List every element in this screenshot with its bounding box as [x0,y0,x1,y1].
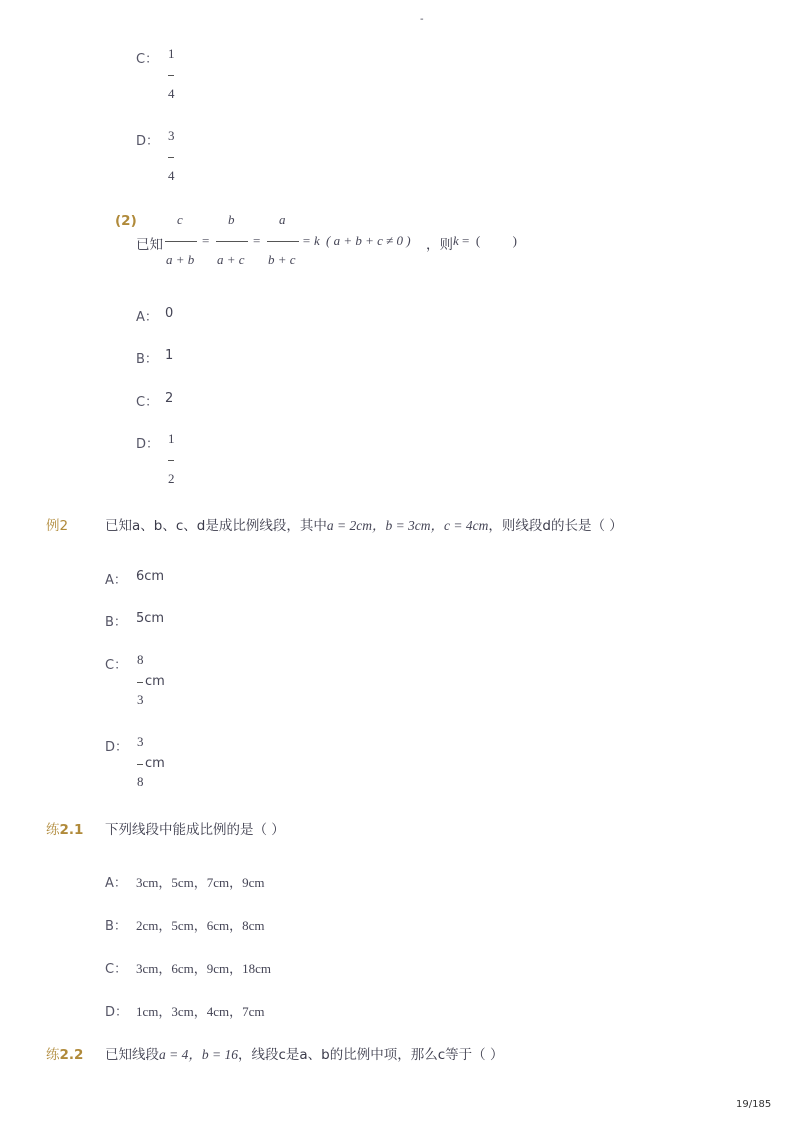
q2-option-d-label: D： [136,437,160,452]
q2-option-a-label: A： [136,310,158,325]
q2-number: (2) [115,213,137,229]
practice-2-1-option-c-label: C： [105,962,128,977]
q2-option-a-value: 0 [165,306,174,321]
q1-option-c-label: C： [136,52,159,67]
practice-2-1-option-c-value: 3cm，6cm，9cm，18cm [136,961,272,976]
q2-frac2-numerator: b [228,212,235,227]
example-2-option-b-label: B： [105,615,127,630]
example-2-option-c-numerator: 8 [137,652,144,667]
practice-2-1-tag: 练2.1 [46,822,84,838]
practice-2-1-stem: 下列线段中能成比例的是（ ） [105,822,285,838]
example-2-option-c-label: C： [105,658,128,673]
practice-2-2-tag: 练2.2 [46,1047,84,1063]
practice-2-1-option-b-value: 2cm，5cm，6cm，8cm [136,918,265,933]
example-2-option-d-numerator: 3 [137,734,144,749]
q1-option-c-fraction-bar [168,75,174,76]
practice-2-2-stem [105,1043,503,1063]
q1-option-d-fraction-bar [168,157,174,158]
q2-option-c-value: 2 [165,391,174,406]
q1-option-d-label: D： [136,134,160,149]
q2-tail: = ( ) [462,233,517,248]
example-2-option-a-label: A： [105,573,127,588]
example-2-option-c-fraction-bar [137,682,143,683]
example-2-option-c-denominator: 3 [137,692,144,707]
practice-2-2-text-a: 已知线段 [105,1047,159,1063]
example-2-tag: 例2 [46,518,69,534]
example-2-option-c-unit: cm [145,674,165,689]
q2-prefix: 已知 [136,237,163,253]
q1-option-d-denominator: 4 [168,168,175,183]
practice-2-1-option-a-label: A： [105,876,127,891]
example-2-option-d-denominator: 8 [137,774,144,789]
q2-option-d-denominator: 2 [168,471,175,486]
q2-frac3-denominator: b + c [268,252,296,267]
q2-option-b-label: B： [136,352,158,367]
q2-frac2-bar [216,241,248,242]
top-mark: - [420,14,424,25]
q2-frac3-bar [267,241,299,242]
q2-option-d-fraction-bar [168,460,174,461]
q2-option-d-numerator: 1 [168,431,175,446]
q2-then: ，则 [426,237,453,253]
q2-equals-2: = [253,233,261,248]
practice-2-2-math: a = 4，b = 16 [159,1047,238,1062]
example-2-option-d-unit: cm [145,756,165,771]
q1-option-d-numerator: 3 [168,128,175,143]
example-2-math: a = 2cm，b = 3cm，c = 4cm [326,518,489,533]
example-2-text-b: ，则线段d的长是（ ） [488,518,623,534]
page-number: 19/185 [736,1099,772,1110]
q2-frac1-numerator: c [177,212,183,227]
q2-frac1-denominator: a + b [166,252,195,267]
q1-option-c-numerator: 1 [168,46,175,61]
practice-2-1-option-b-label: B： [105,919,127,934]
example-2-option-b-value: 5cm [136,611,165,626]
q2-equals-1: = [202,233,210,248]
example-2-option-a-value: 6cm [136,569,165,584]
example-2-option-d-fraction-bar [137,764,143,765]
practice-2-2-text-b: ，线段c是a、b的比例中项，那么c等于（ ） [237,1047,504,1063]
q1-option-c-denominator: 4 [168,86,175,101]
q2-condition: ( a + b + c ≠ 0 ) [326,233,411,248]
q2-frac2-denominator: a + c [217,252,245,267]
q2-frac1-bar [165,241,197,242]
example-2-text-a: 已知a、b、c、d是成比例线段，其中 [105,518,327,534]
practice-2-1-option-d-label: D： [105,1005,129,1020]
example-2-stem [105,514,623,534]
q2-option-b-value: 1 [165,348,174,363]
q2-option-c-label: C： [136,395,159,410]
example-2-option-d-label: D： [105,740,129,755]
q2-equals-k: = k [302,233,320,248]
practice-2-1-option-a-value: 3cm，5cm，7cm，9cm [136,875,265,890]
practice-2-1-option-d-value: 1cm，3cm，4cm，7cm [136,1004,265,1019]
q2-frac3-numerator: a [279,212,286,227]
q2-k: k [453,233,459,248]
